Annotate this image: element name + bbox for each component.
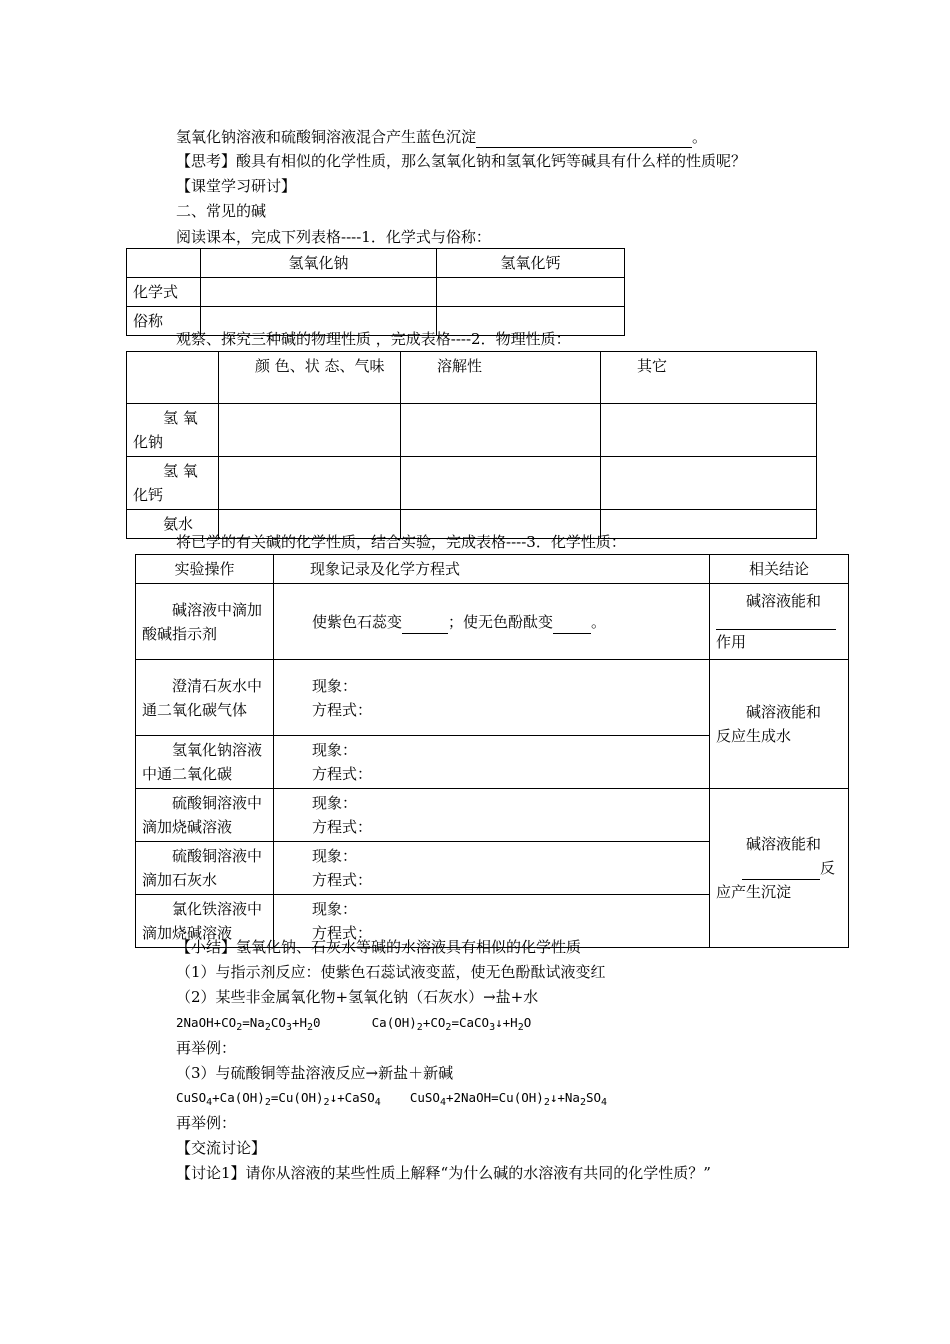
table2-cell[interactable] bbox=[601, 457, 817, 510]
conclusion-acid-oxide-a: 碱溶液能和 bbox=[746, 703, 822, 721]
eq-part: +CO bbox=[422, 1015, 446, 1030]
phenolphthalein-text: ；使无色酚酞变 bbox=[448, 612, 554, 631]
eq-sub: 2 bbox=[445, 1022, 452, 1033]
table1-header-caoh2: 氢氧化钙 bbox=[437, 249, 625, 278]
eq-part: +2NaOH=Cu(OH) bbox=[445, 1090, 544, 1105]
op-cuso4-limewater: 硫酸铜溶液中滴加石灰水 bbox=[136, 842, 274, 895]
conclusion-indicator bbox=[710, 584, 849, 660]
phenomenon-label: 现象： bbox=[312, 676, 358, 695]
record-naoh-co2 bbox=[274, 736, 710, 789]
op-indicator: 碱溶液中滴加酸碱指示剂 bbox=[136, 584, 274, 660]
table3-header-operation: 实验操作 bbox=[136, 555, 274, 584]
table2-corner bbox=[127, 352, 219, 404]
eq-sub: 2 bbox=[264, 1022, 271, 1033]
op-fecl3-naoh: 氯化铁溶液中滴加烧碱溶液 bbox=[136, 895, 274, 948]
equations-salt bbox=[176, 1087, 607, 1114]
table1-cell[interactable] bbox=[437, 278, 625, 307]
op-limewater-co2: 澄清石灰水中通二氧化碳气体 bbox=[136, 660, 274, 736]
eq-part: ↓+Na bbox=[549, 1090, 580, 1105]
table2-header-solubility: 溶解性 bbox=[401, 352, 601, 404]
table2-row-ammonia: 氨水 bbox=[127, 510, 219, 539]
eq-part: 0 bbox=[313, 1015, 321, 1030]
table3-intro: 将已学的有关碱的化学性质，结合实验，完成表格----3．化学性质： bbox=[176, 533, 626, 551]
eq-sub: 4 bbox=[439, 1097, 446, 1108]
litmus-blank[interactable] bbox=[402, 615, 448, 634]
conclusion-salt-a: 碱溶液能和 bbox=[746, 835, 822, 853]
record-indicator bbox=[274, 584, 710, 660]
table2-header-other: 其它 bbox=[601, 352, 817, 404]
table2-cell[interactable] bbox=[601, 510, 817, 539]
conclusion-salt-b: 反 bbox=[820, 859, 836, 877]
eq-sub: 2 bbox=[579, 1097, 586, 1108]
table2-header-appearance: 颜 色、状 态、气味 bbox=[219, 352, 401, 404]
line-sodium-hydroxide-copper-sulfate bbox=[176, 126, 707, 148]
phenomenon-label: 现象： bbox=[312, 847, 358, 865]
eq-sub: 3 bbox=[489, 1022, 496, 1033]
eq-part: Ca(OH) bbox=[371, 1015, 417, 1030]
equation-label: 方程式： bbox=[312, 871, 373, 889]
op-naoh-co2: 氢氧化钠溶液中通二氧化碳 bbox=[136, 736, 274, 789]
conclusion-salt-blank[interactable] bbox=[742, 863, 820, 880]
equation-naoh-co2 bbox=[176, 1015, 321, 1033]
eq-part: =Na bbox=[242, 1015, 265, 1030]
common-bases-heading: 二、常见的碱 bbox=[176, 202, 267, 220]
conclusion-salt-c: 应产生沉淀 bbox=[716, 883, 792, 901]
table2-row-caoh2: 氢 氧化钙 bbox=[127, 457, 219, 510]
discussion-heading: 【交流讨论】 bbox=[176, 1139, 267, 1157]
summary-acid-oxide: （2）某些非金属氧化物+氢氧化钠（石灰水）→盐+水 bbox=[176, 988, 539, 1006]
eq-sub: 2 bbox=[543, 1097, 550, 1108]
table1-row-formula: 化学式 bbox=[127, 278, 201, 307]
conclusion-acid-oxide bbox=[710, 660, 849, 789]
conclusion-salt-line bbox=[716, 856, 842, 880]
period: 。 bbox=[591, 612, 607, 631]
formula-name-table bbox=[126, 248, 625, 336]
table2-cell[interactable] bbox=[401, 404, 601, 457]
table3-header-record: 现象记录及化学方程式 bbox=[274, 555, 710, 584]
table1-intro: 阅读课本，完成下列表格----1．化学式与俗称： bbox=[176, 228, 491, 246]
eq-part: CuSO bbox=[176, 1090, 207, 1105]
table2-cell[interactable] bbox=[601, 404, 817, 457]
line-text: 氢氧化钠溶液和硫酸铜溶液混合产生蓝色沉淀 bbox=[176, 128, 477, 146]
litmus-text: 使紫色石蕊变 bbox=[312, 612, 403, 631]
table2-row-naoh: 氢 氧化钠 bbox=[127, 404, 219, 457]
table2-intro: 观察、探究三种碱的物理性质 ，完成表格----2．物理性质： bbox=[176, 330, 571, 348]
eq-part: SO bbox=[585, 1090, 602, 1105]
equation-label: 方程式： bbox=[312, 818, 373, 836]
eq-part: =CaCO bbox=[451, 1015, 490, 1030]
record-cuso4-limewater bbox=[274, 842, 710, 895]
eq-sub: 2 bbox=[416, 1022, 423, 1033]
summary-heading: 【小结】氢氧化钠、石灰水等碱的水溶液具有相似的化学性质 bbox=[176, 938, 582, 956]
chemical-properties-table bbox=[135, 554, 849, 948]
eq-part: 2NaOH+CO bbox=[176, 1015, 237, 1030]
line-end: 。 bbox=[692, 128, 708, 146]
eq-part: +H bbox=[291, 1015, 308, 1030]
table1-header-naoh: 氢氧化钠 bbox=[201, 249, 437, 278]
record-cuso4-naoh bbox=[274, 789, 710, 842]
op-cuso4-naoh: 硫酸铜溶液中滴加烧碱溶液 bbox=[136, 789, 274, 842]
table1-corner bbox=[127, 249, 201, 278]
eq-sub: 2 bbox=[323, 1097, 330, 1108]
record-limewater-co2 bbox=[274, 660, 710, 736]
eq-sub: 2 bbox=[517, 1022, 524, 1033]
equation-cuso4-caoh2 bbox=[176, 1090, 381, 1108]
eq-sub: 4 bbox=[601, 1097, 608, 1108]
equation-cuso4-naoh bbox=[409, 1090, 608, 1108]
phenomenon-label: 现象： bbox=[312, 900, 358, 918]
conclusion-indicator-blank[interactable] bbox=[716, 613, 836, 630]
equation-label: 方程式： bbox=[312, 765, 373, 783]
phenolphthalein-blank[interactable] bbox=[553, 615, 591, 634]
conclusion-salt bbox=[710, 789, 849, 948]
phenomenon-label: 现象： bbox=[312, 794, 358, 812]
eq-sub: 2 bbox=[236, 1022, 243, 1033]
equation-label: 方程式： bbox=[312, 700, 373, 719]
eq-sub: 4 bbox=[206, 1097, 213, 1108]
conclusion-indicator-a: 碱溶液能和 bbox=[746, 592, 822, 610]
eq-sub: 4 bbox=[374, 1097, 381, 1108]
discussion-question-1: 【讨论1】请你从溶液的某些性质上解释“为什么碱的水溶液有共同的化学性质？” bbox=[176, 1164, 711, 1182]
table2-cell[interactable] bbox=[219, 457, 401, 510]
equation-label: 方程式： bbox=[312, 924, 373, 942]
eq-part: CuSO bbox=[409, 1090, 440, 1105]
physical-properties-table bbox=[126, 351, 817, 539]
thinking-question: 【思考】酸具有相似的化学性质，那么氢氧化钠和氢氧化钙等碱具有什么样的性质呢？ bbox=[176, 152, 747, 170]
answer-blank[interactable] bbox=[476, 129, 692, 148]
table1-row-common-name: 俗称 bbox=[127, 307, 201, 336]
eq-part: =Cu(OH) bbox=[270, 1090, 324, 1105]
conclusion-acid-oxide-b: 反应生成水 bbox=[716, 727, 792, 745]
summary-salt: （3）与硫酸铜等盐溶液反应→新盐＋新碱 bbox=[176, 1064, 454, 1082]
eq-part: ↓+CaSO bbox=[329, 1090, 375, 1105]
eq-sub: 2 bbox=[307, 1022, 314, 1033]
eq-sub: 3 bbox=[285, 1022, 292, 1033]
table3-header-conclusion: 相关结论 bbox=[710, 555, 849, 584]
eq-part: CO bbox=[270, 1015, 286, 1030]
equations-acid-oxide bbox=[176, 1012, 531, 1039]
more-examples-1: 再举例： bbox=[176, 1039, 237, 1057]
eq-sub: 2 bbox=[264, 1097, 271, 1108]
equation-caoh2-co2 bbox=[371, 1015, 532, 1033]
table1-cell[interactable] bbox=[201, 278, 437, 307]
more-examples-2: 再举例： bbox=[176, 1114, 237, 1132]
classroom-study-heading: 【课堂学习研讨】 bbox=[176, 177, 297, 195]
eq-part: ↓+H bbox=[495, 1015, 518, 1030]
table2-cell[interactable] bbox=[401, 457, 601, 510]
eq-part: +Ca(OH) bbox=[212, 1090, 265, 1105]
table2-cell[interactable] bbox=[219, 404, 401, 457]
summary-indicator: （1）与指示剂反应：使紫色石蕊试液变蓝，使无色酚酞试液变红 bbox=[176, 963, 606, 981]
eq-part: O bbox=[523, 1015, 532, 1030]
conclusion-indicator-b: 作用 bbox=[716, 633, 747, 651]
phenomenon-label: 现象： bbox=[312, 741, 358, 759]
